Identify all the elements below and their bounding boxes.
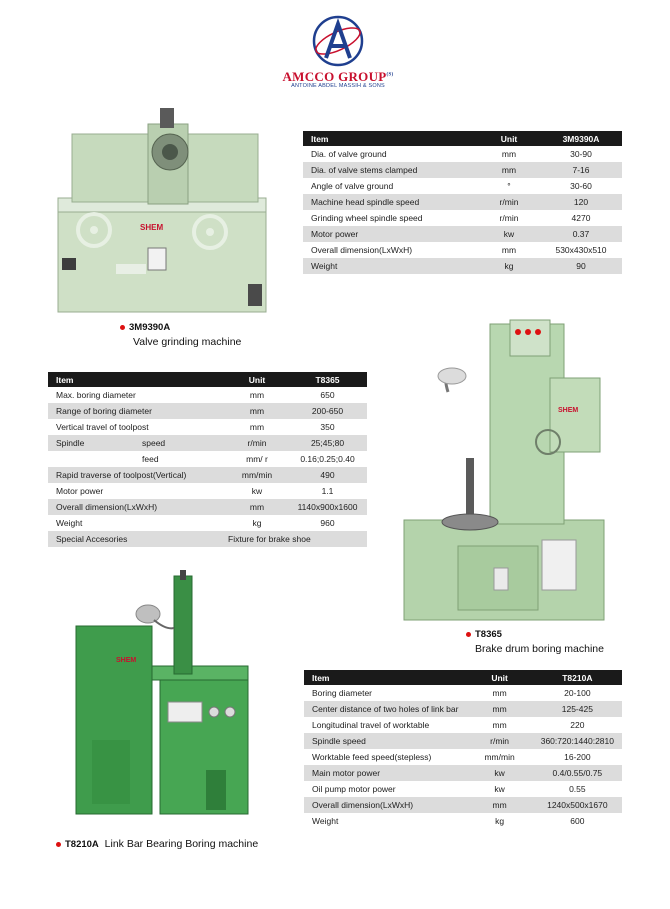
table-row: Overall dimension(LxWxH) mm 1140x900x1600 (48, 499, 367, 515)
table-row: Main motor power kw 0.4/0.55/0.75 (304, 765, 622, 781)
header-unit: Unit (478, 131, 540, 146)
table-row: feed mm/ r 0.16;0.25;0.40 (48, 451, 367, 467)
header-model: T8365 (288, 372, 367, 387)
table-row: Dia. of valve stems clamped mm 7-16 (303, 162, 622, 178)
caption-t8365 (466, 628, 604, 655)
company-logo (268, 14, 408, 89)
table-row: Spindle speed r/min 360:720:1440:2810 (304, 733, 622, 749)
table-row: Longitudinal travel of worktable mm 220 (304, 717, 622, 733)
shem-brand-plate-2: SHEM (558, 407, 579, 414)
bullet-icon (56, 842, 61, 847)
amcco-logo-icon (309, 14, 367, 68)
table-row: Weight kg 960 (48, 515, 367, 531)
shem-brand-plate-3: SHEM (116, 657, 137, 664)
table-row: Center distance of two holes of link bar mm 125-425 (304, 701, 622, 717)
header-unit: Unit (226, 372, 288, 387)
table-row: Worktable feed speed(stepless) mm/min 16-200 (304, 749, 622, 765)
caption-3m9390a (120, 321, 241, 348)
table-row: Motor power kw 0.37 (303, 226, 622, 242)
header-item: Item (303, 131, 478, 146)
machine-name: Valve grinding machine (133, 336, 242, 348)
model-label: 3M9390A (129, 322, 171, 333)
header-item: Item (304, 670, 466, 685)
spec-table-t8210a (304, 670, 622, 829)
table-row: Dia. of valve ground mm 30-90 (303, 146, 622, 162)
link-bar-boring-machine-image (56, 570, 268, 828)
model-label: T8210A (65, 839, 99, 850)
table-row: Machine head spindle speed r/min 120 (303, 194, 622, 210)
caption-t8210a (56, 838, 258, 850)
table-row: Boring diameter mm 20-100 (304, 685, 622, 701)
spec-table-3m9390a (303, 131, 622, 274)
table-row: Grinding wheel spindle speed r/min 4270 (303, 210, 622, 226)
table-row: Weight kg 600 (304, 813, 622, 829)
table-row: Overall dimension(LxWxH) mm 530x430x510 (303, 242, 622, 258)
header-model: T8210A (533, 670, 622, 685)
table-row: Weight kg 90 (303, 258, 622, 274)
company-tagline: ANTOINE ABDEL MASSIH & SONS (291, 83, 385, 89)
machine-name: Brake drum boring machine (475, 643, 604, 655)
table-row: Motor power kw 1.1 (48, 483, 367, 499)
machine-name: Link Bar Bearing Boring machine (104, 838, 259, 850)
table-header-row (303, 131, 622, 146)
header-unit: Unit (466, 670, 532, 685)
table-row: Overall dimension(LxWxH) mm 1240x500x1670 (304, 797, 622, 813)
table-row: Rapid traverse of toolpost(Vertical) mm/min 490 (48, 467, 367, 483)
table-row: Vertical travel of toolpost mm 350 (48, 419, 367, 435)
table-row: Spindle speed r/min 25;45;80 (48, 435, 367, 451)
valve-grinding-machine-image (52, 98, 274, 320)
table-row: Range of boring diameter mm 200-650 (48, 403, 367, 419)
header-item: Item (48, 372, 226, 387)
bullet-icon (120, 325, 125, 330)
model-label: T8365 (475, 629, 502, 640)
shem-brand-plate: SHEM (140, 223, 164, 232)
table-header-row (48, 372, 367, 387)
company-name: AMCCO $GROUP^{(S)}$ (282, 69, 394, 84)
brake-drum-boring-machine-image (400, 318, 610, 626)
table-row: Angle of valve ground ° 30-60 (303, 178, 622, 194)
header-model: 3M9390A (540, 131, 622, 146)
table-row: Oil pump motor power kw 0.55 (304, 781, 622, 797)
spec-table-t8365 (48, 372, 367, 547)
table-row: Special Accesories Fixture for brake shoe (48, 531, 367, 547)
table-header-row (304, 670, 622, 685)
table-row: Max. boring diameter mm 650 (48, 387, 367, 403)
bullet-icon (466, 632, 471, 637)
